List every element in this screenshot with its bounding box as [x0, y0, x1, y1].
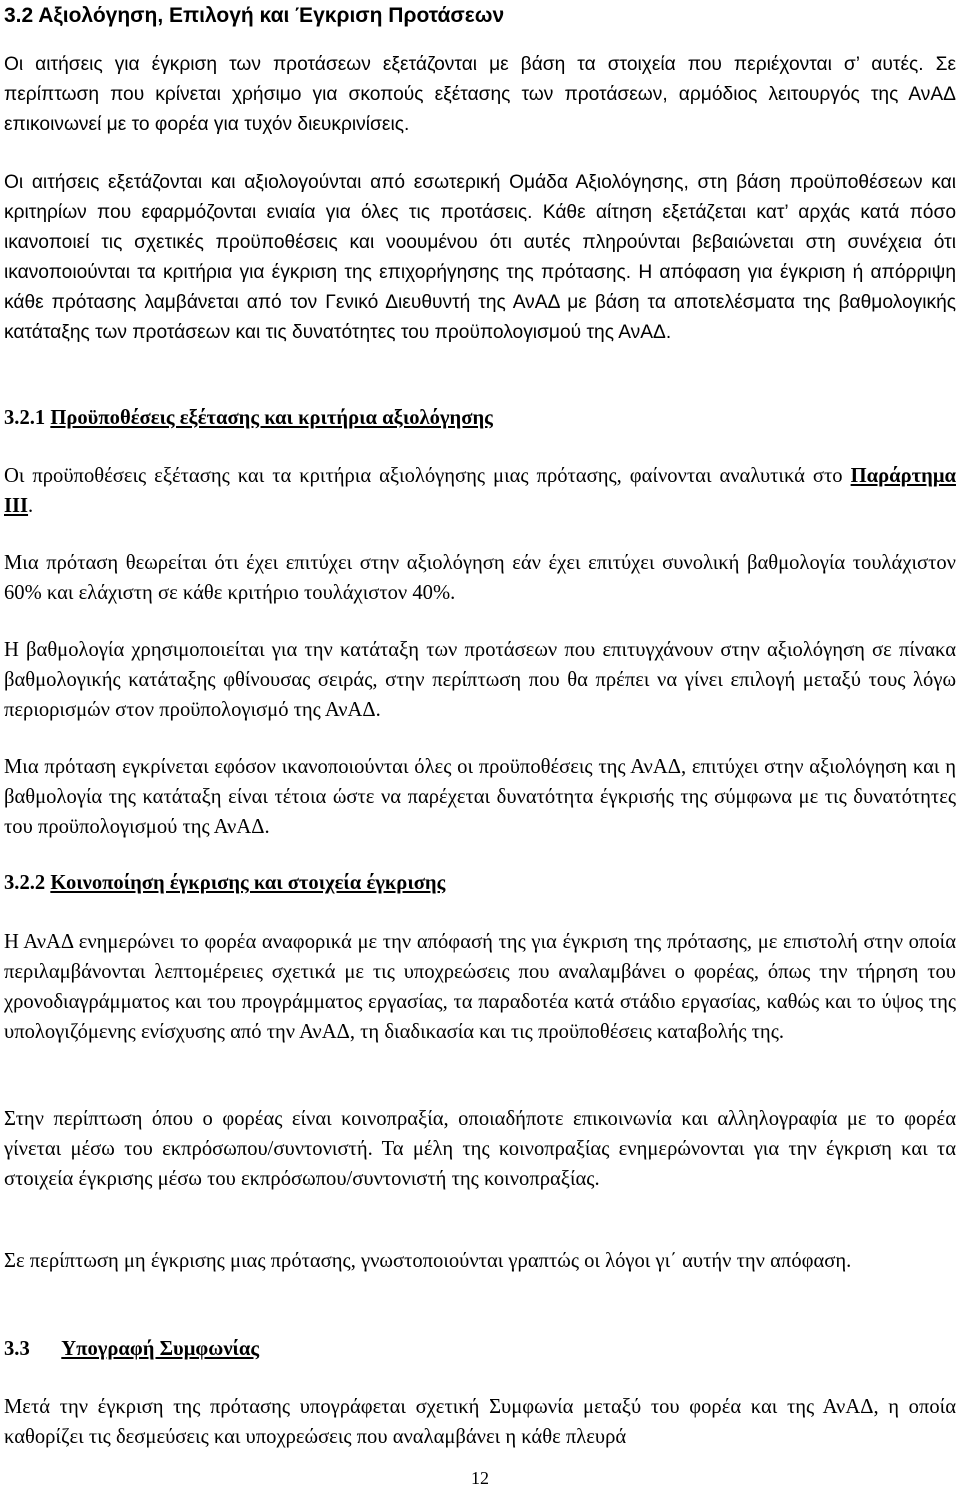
paragraph: Μια πρόταση εγκρίνεται εφόσον ικανοποιούνται όλες οι προϋποθέσεις της ΑνΑΔ, επιτύχει στην αξιολόγηση και η βαθμολογία της κατάταξη είναι τέτοια ώστε να παρέχεται δυνατότητα έγκρισής της σύμφωνα με τις δυνατότητες του προϋπολογισμού της ΑνΑΔ.: [4, 756, 956, 838]
paragraph: Στην περίπτωση όπου ο φορέας είναι κοινοπραξία, οποιαδήποτε επικοινωνία και αλληλογραφία με το φορέα γίνεται μέσω του εκπρόσωπου/συντονιστή. Τα μέλη της κοινοπραξίας ενημερώνονται για την έγκριση και τα στοιχεία έγκρισης μέσω του εκπρόσωπου/συντονιστή της κοινοπραξίας.: [4, 1108, 956, 1190]
section-heading-3-2: 3.2 Αξιολόγηση, Επιλογή και Έγκριση Προτάσεων: [4, 4, 505, 27]
paragraph: Σε περίπτωση μη έγκρισης μιας πρότασης, γνωστοποιούνται γραπτώς οι λόγοι γι΄ αυτήν την απόφαση.: [4, 1250, 852, 1272]
section-title: Κοινοποίηση έγκρισης και στοιχεία έγκρισης: [50, 872, 446, 894]
paragraph: Η ΑνΑΔ ενημερώνει το φορέα αναφορικά με την απόφασή της για έγκριση της πρότασης, με επιστολή στην οποία περιλαμβάνονται λεπτομέρειες σχετικά με τις υποχρεώσεις που αναλαμβάνει ο φορέας, όπως την τήρηση του χρονοδιαγράμματος και του προγράμματος εργασίας, τα παραδοτέα κατά στάδιο εργασίας, καθώς και το ύψος της υπολογιζόμενης ενίσχυσης από την ΑνΑΔ, τη διαδικασία και τις προϋποθέσεις καταβολής της.: [4, 931, 956, 1043]
paragraph: Η βαθμολογία χρησιμοποιείται για την κατάταξη των προτάσεων που επιτυγχάνουν στην αξιολόγηση σε πίνακα βαθμολογικής κατάταξης φθίνουσας σειράς, στην περίπτωση που θα πρέπει να γίνει επιλογή μεταξύ τους λόγω περιορισμών στον προϋπολογισμό της ΑνΑΔ.: [4, 639, 956, 721]
paragraph: Οι αιτήσεις εξετάζονται και αξιολογούνται από εσωτερική Ομάδα Αξιολόγησης, στη βάση προϋποθέσεων και κριτηρίων που εφαρμόζονται ενιαία για όλες τις προτάσεις. Κάθε αίτηση εξετάζεται κατ’ αρχάς κατά πόσο ικανοποιεί τις σχετικές προϋποθέσεις και νοουμένου ότι αυτές πληρούνται βεβαιώνεται στη συνέχεια ότι ικανοποιούνται τα κριτήρια για έγκριση της επιχορήγησης της πρότασης. Η απόφαση για έγκριση ή απόρριψη κάθε πρότασης λαμβάνεται από τον Γενικό Διευθυντή της ΑνΑΔ με βάση τα αποτελέσματα της βαθμολογικής κατάταξης των προτάσεων και τις δυνατότητες του προϋπολογισμού της ΑνΑΔ.: [4, 172, 956, 343]
paragraph: [4, 461, 956, 521]
section-number: 3.2.2: [4, 872, 46, 894]
section-number: 3.2.1: [4, 407, 46, 429]
paragraph-end: .: [28, 495, 34, 517]
section-heading-3-2-1: [4, 404, 956, 432]
section-title: Υπογραφή Συμφωνίας: [61, 1338, 260, 1360]
page-number: 12: [471, 1468, 489, 1488]
paragraph: Μετά την έγκριση της πρότασης υπογράφεται σχετική Συμφωνία μεταξύ του φορέα και της ΑνΑΔ, η οποία καθορίζει τις δεσμεύσεις και υποχρεώσεις που αναλαμβάνει η κάθε πλευρά: [4, 1396, 956, 1448]
paragraph-text: Οι προϋποθέσεις εξέτασης και τα κριτήρια αξιολόγησης μιας πρότασης, φαίνονται αναλυτικά στο: [4, 465, 851, 487]
annex-reference: Παράρτημα ΙΙΙ: [4, 465, 956, 517]
section-heading-3-3: [4, 1335, 956, 1363]
paragraph: Οι αιτήσεις για έγκριση των προτάσεων εξετάζονται με βάση τα στοιχεία που περιέχονται σ’ αυτές. Σε περίπτωση που κρίνεται χρήσιμο για σκοπούς εξέτασης των προτάσεων, αρμόδιος λειτουργός της ΑνΑΔ επικοινωνεί με το φορέα για τυχόν διευκρινίσεις.: [4, 54, 956, 135]
paragraph: Μια πρόταση θεωρείται ότι έχει επιτύχει στην αξιολόγηση εάν έχει επιτύχει συνολική βαθμολογία τουλάχιστον 60% και ελάχιστη σε κάθε κριτήριο τουλάχιστον 40%.: [4, 552, 956, 604]
section-title: Προϋποθέσεις εξέτασης και κριτήρια αξιολόγησης: [50, 407, 493, 429]
section-heading-3-2-2: [4, 869, 956, 897]
section-number: 3.3: [4, 1338, 30, 1360]
